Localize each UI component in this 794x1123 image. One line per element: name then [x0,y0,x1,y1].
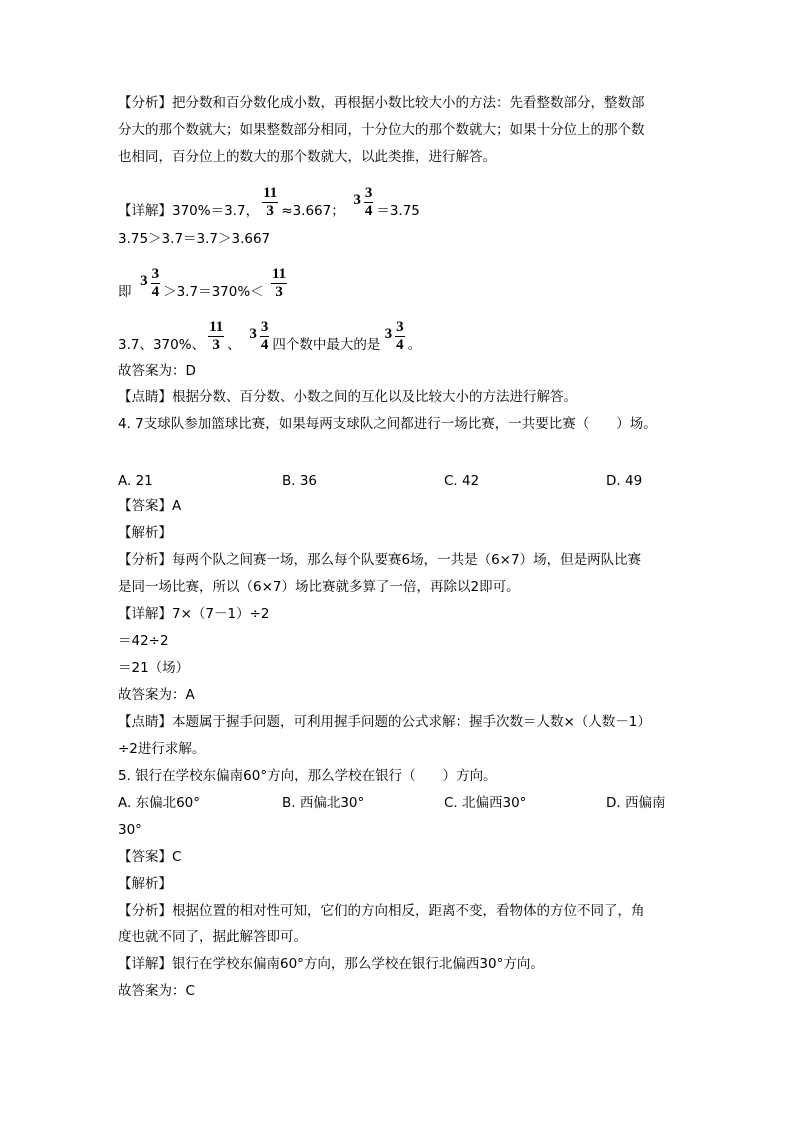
option-d: D. 西偏南 [606,795,666,811]
text-line: 【分析】根据位置的相对性可知，它们的方向相反，距离不变，看物体的方位不同了，角 [118,903,645,919]
text-line: 【分析】每两个队之间赛一场，那么每个队要赛6场，一共是（6×7）场，但是两队比赛 [118,552,642,568]
answer-line: 故答案为：A [118,687,195,703]
text-line: ＝21（场） [118,660,190,676]
answer-line: 故答案为：C [118,983,195,999]
mixed-fraction: $\frac{3}{4}$ [364,185,373,219]
option-c: C. 42 [444,473,480,489]
question-4: 4. 7支球队参加篮球比赛，如果每两支球队之间都进行一场比赛，一共要比赛（ ）场。 [118,416,657,432]
text-line: 3.75＞3.7＝3.7＞3.667 [118,231,271,247]
answer-tag: 【答案】A [118,498,182,514]
text-line: 【详解】7×（7－1）÷2 [118,606,270,622]
mixed-fraction: $\frac{3}{4}$ [396,319,404,353]
text: 【详解】370%＝3.7， [118,203,260,219]
text-line: 【详解】银行在学校东偏南60°方向，那么学校在银行北偏西30°方向。 [118,956,544,972]
option-d: D. 49 [606,473,643,489]
text-line: ＝42÷2 [118,633,169,649]
text-line: 3.7、370%、 $\frac{11}{3}$ 、 3 $\frac{3}{4}$ 四个数中最大的是 3 $\frac{3}{4}$ 。 [118,319,422,353]
fraction: $\frac{11}{3}$ [209,319,224,353]
option-a: A. 21 [118,473,153,489]
tip-line: 【点睛】根据分数、百分数、小数之间的互化以及比较大小的方法进行解答。 [118,389,577,405]
option-b: B. 西偏北30° [282,795,365,811]
mixed-fraction: $\frac{3}{4}$ [151,266,160,300]
text: ≈3.667； [281,203,345,219]
text-line: 也相同，百分位上的数大的那个数就大，以此类推，进行解答。 [118,149,496,165]
text-line: 度也就不同了，据此解答即可。 [118,929,307,945]
option-d-wrap: 30° [118,822,142,838]
option-b: B. 36 [282,473,318,489]
fraction: $\frac{11}{3}$ [271,266,287,300]
text-line: 分大的那个数就大；如果整数部分相同，十分位大的那个数就大；如果十分位上的那个数 [118,122,645,138]
tip-line: ÷2进行求解。 [118,741,206,757]
text: ＝3.75 [376,203,420,219]
answer-tag: 【答案】C [118,849,182,865]
tip-line: 【点睛】本题属于握手问题，可利用握手问题的公式求解：握手次数＝人数×（人数－1） [118,714,651,730]
jiexi-tag: 【解析】 [118,876,172,892]
jiexi-tag: 【解析】 [118,525,172,541]
option-c: C. 北偏西30° [444,795,527,811]
mixed-fraction: $\frac{3}{4}$ [260,319,269,353]
answer-line: 故答案为：D [118,363,196,379]
text-line: 是同一场比赛，所以（6×7）场比赛就多算了一倍，再除以2即可。 [118,579,520,595]
option-a: A. 东偏北60° [118,795,201,811]
text-line: 【分析】把分数和百分数化成小数，再根据小数比较大小的方法：先看整数部分，整数部 [118,95,645,111]
fraction: $\frac{11}{3}$ [263,185,278,219]
detail-line: 【详解】370%＝3.7， $\frac{11}{3}$ ≈3.667； 3 $\frac{3}{4}$ ＝3.75 [118,185,420,219]
question-5: 5. 银行在学校东偏南60°方向，那么学校在银行（ ）方向。 [118,768,497,784]
text-line: 即 3 $\frac{3}{4}$ ＞3.7＝370%＜ $\frac{11}{3}$ [118,266,287,300]
